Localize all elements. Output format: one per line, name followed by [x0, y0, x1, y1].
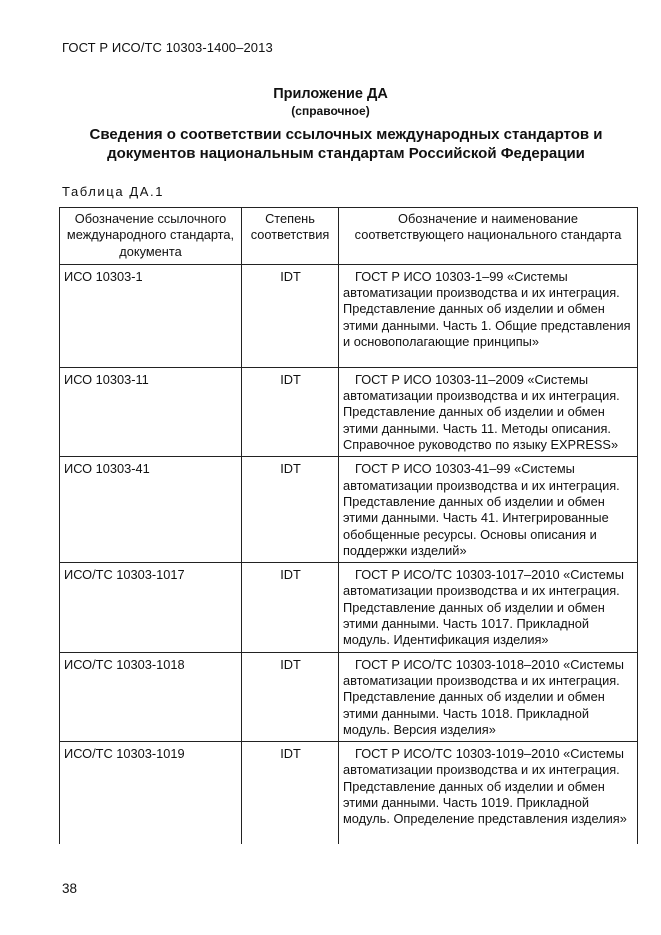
correspondence-table: [59, 207, 638, 844]
degree-cell: IDT: [242, 264, 339, 367]
table-header-row: [60, 208, 638, 265]
intl-standard-cell: ИСО/ТС 10303-1018: [60, 652, 242, 741]
degree-cell: IDT: [242, 742, 339, 844]
national-standard-cell: ГОСТ Р ИСО 10303-1–99 «Системы автоматизации производства и их интеграция. Представление данных об изделии и обмен этими данными. Часть 1. Общие представления и основополагающие принципы»: [339, 264, 638, 367]
table-row: [60, 563, 638, 652]
degree-cell: IDT: [242, 652, 339, 741]
table-row: [60, 264, 638, 367]
header-intl-standard: Обозначение ссылочного международного стандарта, документа: [60, 208, 242, 265]
degree-cell: IDT: [242, 457, 339, 563]
table-caption: Таблица ДА.1: [62, 184, 165, 199]
intl-standard-cell: ИСО 10303-11: [60, 367, 242, 456]
national-standard-cell: ГОСТ Р ИСО/ТС 10303-1018–2010 «Системы автоматизации производства и их интеграция. Представление данных об изделии и обмен этими данными. Часть 1018. Прикладной модуль. Версия изделия»: [339, 652, 638, 741]
table-row: [60, 367, 638, 456]
annex-title: Приложение ДА: [273, 86, 388, 102]
intl-standard-cell: ИСО 10303-41: [60, 457, 242, 563]
header-degree: Степень соответствия: [242, 208, 339, 265]
header-national-standard: Обозначение и наименование соответствующего национального стандарта: [339, 208, 638, 265]
degree-cell: IDT: [242, 563, 339, 652]
national-standard-cell: ГОСТ Р ИСО/ТС 10303-1019–2010 «Системы автоматизации производства и их интеграция. Представление данных об изделии и обмен этими данными. Часть 1019. Прикладной модуль. Определение представления изделия»: [339, 742, 638, 844]
table-row: [60, 457, 638, 563]
table-row: [60, 742, 638, 844]
page-number: 38: [62, 881, 78, 896]
national-standard-cell: ГОСТ Р ИСО 10303-41–99 «Системы автоматизации производства и их интеграция. Представление данных об изделии и обмен этими данными. Часть 41. Интегрированные обобщенные ресурсы. Основы описания и поддержки изделий»: [339, 457, 638, 563]
annex-subtitle: (справочное): [291, 104, 370, 118]
degree-cell: IDT: [242, 367, 339, 456]
document-code-header: ГОСТ Р ИСО/ТС 10303-1400–2013: [62, 40, 273, 55]
intl-standard-cell: ИСО/ТС 10303-1019: [60, 742, 242, 844]
table-row: [60, 652, 638, 741]
section-heading: Сведения о соответствии ссылочных международных стандартов и документов национальным стандартам Российской Федерации: [89, 126, 603, 162]
intl-standard-cell: ИСО/ТС 10303-1017: [60, 563, 242, 652]
national-standard-cell: ГОСТ Р ИСО 10303-11–2009 «Системы автоматизации производства и их интеграция. Представление данных об изделии и обмен этими данными. Часть 11. Методы описания. Справочное руководство по языку EXPRESS»: [339, 367, 638, 456]
national-standard-cell: ГОСТ Р ИСО/ТС 10303-1017–2010 «Системы автоматизации производства и их интеграция. Представление данных об изделии и обмен этими данными. Часть 1017. Прикладной модуль. Идентификация изделия»: [339, 563, 638, 652]
intl-standard-cell: ИСО 10303-1: [60, 264, 242, 367]
